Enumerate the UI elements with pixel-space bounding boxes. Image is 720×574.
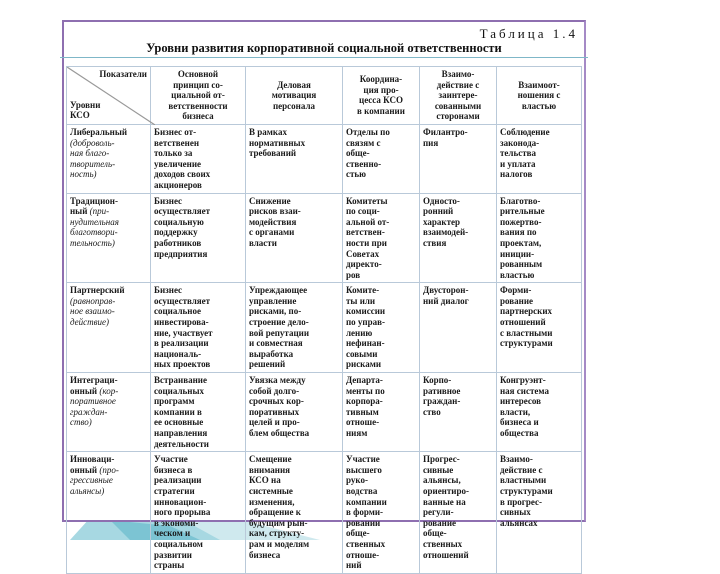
table-cell: Соблюдение законода- тельства и уплата налогов [497,124,582,193]
table-cell: Встраивание социальных программ компании в ее основные направления деятельности [151,373,246,452]
table-cell: Снижение рисков взаи- модействия с органами власти [246,193,343,283]
table-caption: Таблица 1.4 [479,26,578,41]
table-cell: Взаимо- действие с властными структурами в прогрес- сивных альянсах [497,452,582,574]
level-cell [67,452,151,574]
header-row [67,67,582,125]
level-name: Либеральный [70,126,128,137]
table-cell: Корпо- ративное граждан- ство [420,373,497,452]
level-note: (про- грессивные альянсы) [70,464,119,496]
table-cell: Конгруэнт- ная система интересов власти, бизнеса и общества [497,373,582,452]
table-cell: Увязка между собой долго- срочных кор- поративных целей и про- блем общества [246,373,343,452]
corner-top-label: Показатели [99,69,147,79]
column-header: Основной принцип со- циальной от- ветственности бизнеса [151,67,246,125]
table-title: Уровни развития корпоративной социальной ответственности [146,41,502,55]
corner-cell [67,67,151,125]
table-row [67,373,582,452]
column-header: Координа- ция про- цесса КСО в компании [343,67,420,125]
divider [60,57,588,58]
level-note: (равноправ- ное взаимо- действие) [70,295,116,328]
table-cell: Филантро- пия [420,124,497,193]
table-row [67,283,582,373]
table-row [67,452,582,574]
table-cell: В рамках нормативных требований [246,124,343,193]
table-cell: Смещение внимания КСО на системные изменения, обращение к будущим рын- кам, структу- рам и моделям бизнеса [246,452,343,574]
level-note: (доброволь- ная благо- творитель- ность) [70,137,116,180]
level-cell [67,193,151,283]
table-row [67,193,582,283]
table-cell: Отделы по связям с обще- ственно- стью [343,124,420,193]
corner-bottom-label: Уровни КСО [70,99,101,121]
table-row [67,124,582,193]
table-cell: Форми- рование партнерских отношений с властными структурами [497,283,582,373]
level-name: Инноваци- онный [70,454,115,475]
table-cell: Участие высшего руко- водства компании в форми- ровании обще- ственных отноше- ний [343,452,420,574]
table-cell: Департа- менты по корпора- тивным отноше- ниям [343,373,420,452]
table-cell: Двусторон- ний диалог [420,283,497,373]
table-cell: Бизнес от- ветственен только за увеличение доходов своих акционеров [151,124,246,193]
table-cell: Участие бизнеса в реализации стратегии инновацион- ного прорыва в экономи- ческом и социальном развитии страны [151,452,246,574]
table-cell: Упреждающее управление рисками, по- строение дело- вой репутации и совместная выработка решений [246,283,343,373]
table-cell: Прогрес- сивные альянсы, ориентиро- ванные на регули- рование обще- ственных отношений [420,452,497,574]
level-name: Традицион- ный [70,195,118,217]
table-cell: Комите- ты или комиссии по управ- лению нефинан- совыми рисками [343,283,420,373]
level-note: (кор- поративное граждан- ство) [70,385,119,428]
table-cell: Благотво- рительные пожертво- вания по проектам, иниции- рованным властью [497,193,582,283]
level-name: Партнерский [70,285,125,296]
document-page [62,20,586,571]
level-note: (при- нудительная благотвори- тельность) [70,206,119,248]
csr-levels-table [66,66,582,574]
level-cell [67,124,151,193]
column-header: Деловая мотивация персонала [246,67,343,125]
table-cell: Комитеты по соци- альной от- ветствен- ности при Советах директо- ров [343,193,420,283]
table-cell: Бизнес осуществляет социальную поддержку работников предприятия [151,193,246,283]
level-cell [67,283,151,373]
table-cell: Односто- ронний характер взаимодей- ствия [420,193,497,283]
table-cell: Бизнес осуществляет социальное инвестирова- ние, участвует в реализации националь- ных проектов [151,283,246,373]
column-header: Взаимоот- ношения с властью [497,67,582,125]
level-name: Интеграци- онный [70,375,118,396]
level-cell [67,373,151,452]
column-header: Взаимо- действие с заинтере- сованными сторонами [420,67,497,125]
